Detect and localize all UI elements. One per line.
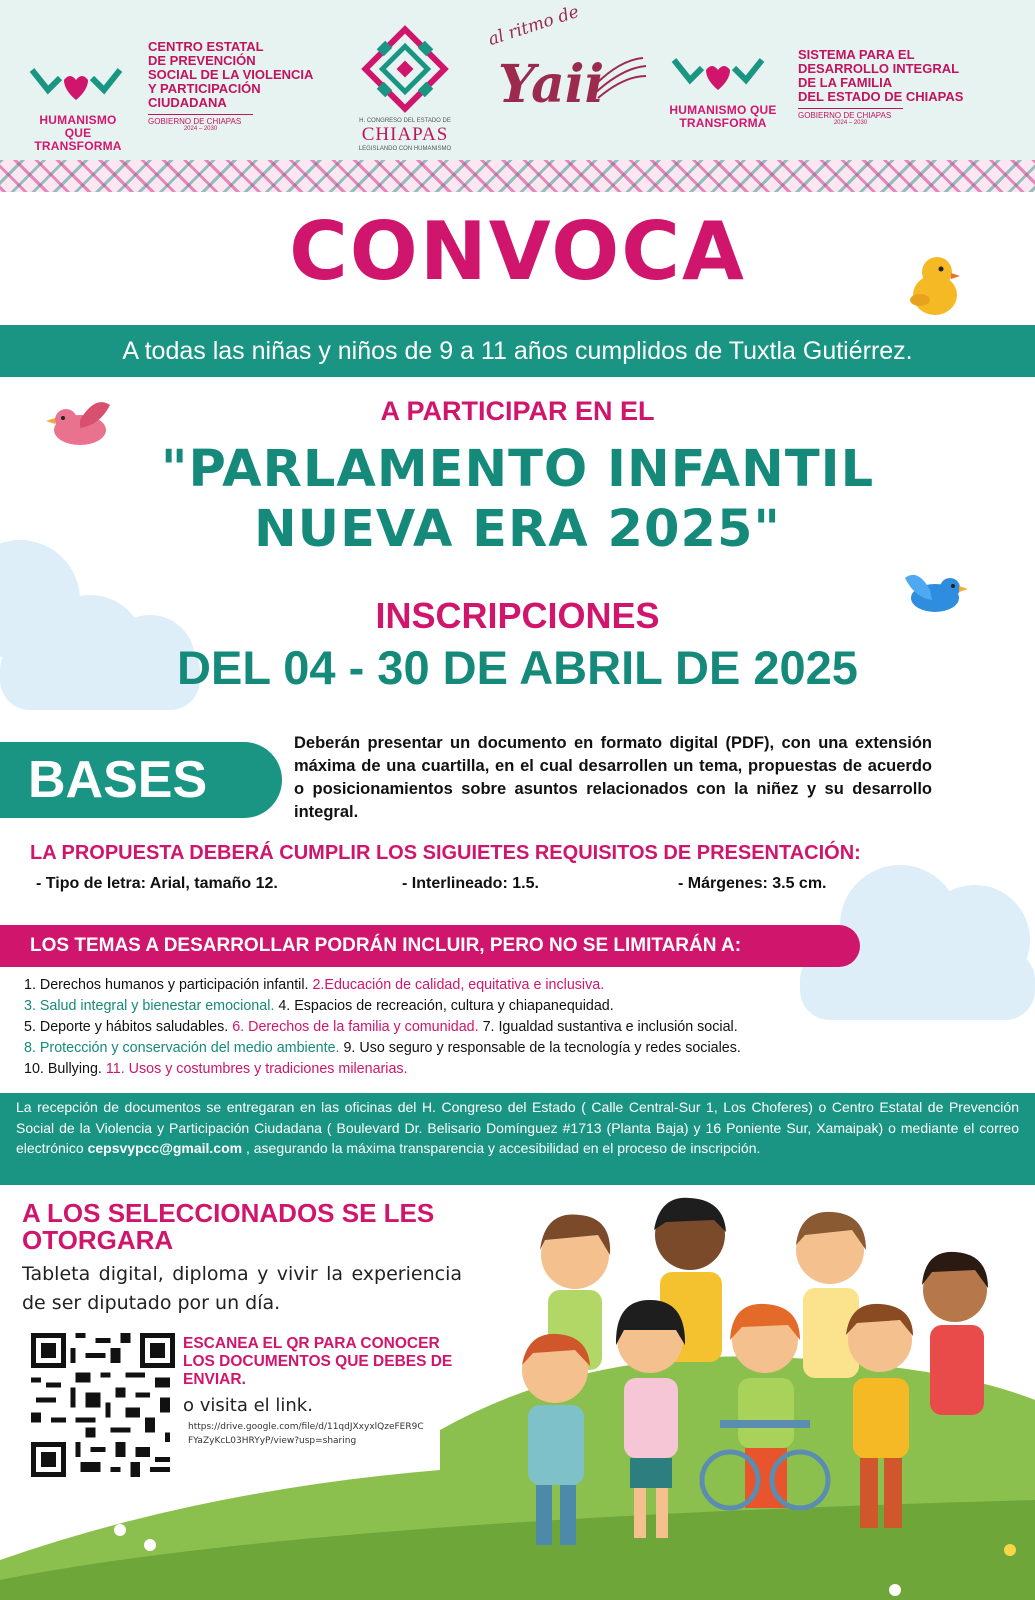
gobierno-label: GOBIERNO DE CHIAPAS bbox=[798, 108, 903, 120]
institution-line: DEL ESTADO DE CHIAPAS bbox=[798, 89, 964, 104]
congreso-top-text: H. CONGRESO DEL ESTADO DE bbox=[359, 118, 451, 124]
seleccionados-heading: A LOS SELECCIONADOS SE LES OTORGARA bbox=[22, 1198, 435, 1255]
institution-line: DE PREVENCIÓN bbox=[148, 53, 256, 68]
temas-row bbox=[24, 1038, 741, 1059]
congreso-tagline: LEGISLANDO CON HUMANISMO bbox=[358, 146, 452, 152]
tema-item: 4. Espacios de recreación, cultura y chiapanequidad. bbox=[278, 998, 614, 1014]
humanismo-text: HUMANISMO QUE TRANSFORMA bbox=[669, 103, 777, 130]
event-title-line2: NUEVA ERA 2025" bbox=[253, 500, 782, 559]
inscripciones-heading: INSCRIPCIONES bbox=[375, 595, 660, 636]
ritmo-small-text: al ritmo de bbox=[485, 1, 582, 50]
institution-line: CENTRO ESTATAL bbox=[148, 39, 264, 54]
institution-line: DE LA FAMILIA bbox=[798, 75, 893, 90]
recepcion-text bbox=[16, 1097, 1019, 1159]
institution-line: DESARROLLO INTEGRAL bbox=[798, 61, 960, 76]
requisito-margenes: - Márgenes: 3.5 cm. bbox=[678, 875, 827, 892]
institution-line: SOCIAL DE LA VIOLENCIA bbox=[148, 67, 314, 82]
gobierno-years: 2024 – 2030 bbox=[833, 120, 868, 126]
gobierno-label: GOBIERNO DE CHIAPAS bbox=[148, 114, 253, 126]
qr-visit-text: o visita el link. bbox=[183, 1395, 313, 1416]
tema-item: 9. Uso seguro y responsable de la tecnología y redes sociales. bbox=[343, 1040, 741, 1056]
tema-item: 10. Bullying. bbox=[24, 1061, 106, 1077]
bases-label: BASES bbox=[0, 742, 282, 818]
congreso-name: CHIAPAS bbox=[361, 124, 449, 145]
audience-band: A todas las niñas y niños de 9 a 11 años cumplidos de Tuxtla Gutiérrez. bbox=[0, 325, 1035, 377]
temas-row bbox=[24, 1017, 741, 1038]
premio-text: Tableta digital, diploma y vivir la experiencia de ser diputado por un día. bbox=[22, 1263, 462, 1314]
tema-item: 3. Salud integral y bienestar emocional. bbox=[24, 998, 279, 1014]
event-title-line1: "PARLAMENTO INFANTIL bbox=[160, 440, 875, 499]
temas-row bbox=[24, 996, 741, 1017]
qr-code-icon[interactable] bbox=[31, 1333, 175, 1477]
tema-item: 11. Usos y costumbres y tradiciones milenarias. bbox=[105, 1061, 408, 1077]
event-title bbox=[0, 440, 1035, 560]
participar-heading: A PARTICIPAR EN EL bbox=[380, 396, 655, 426]
recepcion-text-before: La recepción de documentos se entregaran en las oficinas del H. Congreso del Estado ( Calle Central-Sur 1, Los Choferes) o Centro Estatal de Prevención Social de la Violencia y Participación Ciudadana ( Boulevard Dr. Belisario Domínguez #1713 (Planta Baja) y 16 Poniente Sur, Xamaipak) o mediante el correo electrónico bbox=[16, 1099, 1019, 1156]
recepcion-text-after: , asegurando la máxima transparencia y accesibilidad en el proceso de inscripción. bbox=[242, 1140, 761, 1156]
temas-list bbox=[24, 975, 741, 1080]
tema-item: 7. Igualdad sustantiva e inclusión social. bbox=[482, 1019, 738, 1035]
institution-line: CIUDADANA bbox=[148, 95, 227, 110]
bases-text: Deberán presentar un documento en formato digital (PDF), con una extensión máxima de una cuartilla, en el cual desarrollen un tema, propuestas de acuerdo o posicionamientos sobre asuntos relacionados con la niñez y su desarrollo integral. bbox=[294, 734, 932, 821]
institution-line: SISTEMA PARA EL bbox=[798, 47, 915, 62]
humanismo-text: HUMANISMO QUE TRANSFORMA bbox=[34, 113, 122, 153]
page-title: CONVOCA bbox=[289, 205, 746, 298]
tema-item: 1. Derechos humanos y participación infantil. bbox=[24, 977, 313, 993]
requisitos-heading: LA PROPUESTA DEBERÁ CUMPLIR LOS SIGUIETES REQUISITOS DE PRESENTACIÓN: bbox=[30, 842, 861, 864]
temas-heading: LOS TEMAS A DESARROLLAR PODRÁN INCLUIR, PERO NO SE LIMITARÁN A: bbox=[0, 925, 860, 967]
documents-link[interactable]: https://drive.google.com/file/d/11qdJXxyxlQzeFER9CFYaZyKcL03HRYyP/view?usp=sharing bbox=[188, 1422, 424, 1446]
tema-item: 6. Derechos de la familia y comunidad. bbox=[232, 1019, 483, 1035]
registration-dates: DEL 04 - 30 DE ABRIL DE 2025 bbox=[177, 641, 858, 694]
contact-email[interactable]: cepsvypcc@gmail.com bbox=[87, 1140, 243, 1156]
temas-row bbox=[24, 1059, 741, 1080]
requisito-font: - Tipo de letra: Arial, tamaño 12. bbox=[36, 875, 278, 892]
tema-item: 2.Educación de calidad, equitativa e inclusiva. bbox=[312, 977, 605, 993]
qr-caption: ESCANEA EL QR PARA CONOCER LOS DOCUMENTOS QUE DEBES DE ENVIAR. bbox=[183, 1335, 453, 1388]
requisito-interlineado: - Interlineado: 1.5. bbox=[402, 875, 539, 892]
tema-item: 5. Deporte y hábitos saludables. bbox=[24, 1019, 233, 1035]
institution-line: Y PARTICIPACIÓN bbox=[148, 81, 261, 96]
tema-item: 8. Protección y conservación del medio ambiente. bbox=[24, 1040, 344, 1056]
gobierno-years: 2024 – 2030 bbox=[183, 126, 218, 132]
temas-row bbox=[24, 975, 741, 996]
ritmo-big-text: Yaii bbox=[498, 54, 605, 115]
